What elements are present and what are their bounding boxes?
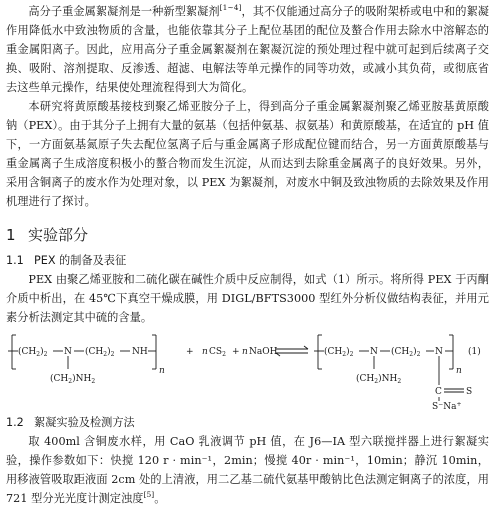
section-heading-1 bbox=[6, 225, 489, 245]
plus-sign-1: + bbox=[186, 347, 194, 357]
equation-number: (1) bbox=[468, 347, 481, 357]
side-chain-1: $(CH_2)NH_2$ bbox=[50, 374, 96, 385]
intro-paragraph-1 bbox=[6, 2, 489, 97]
repeat-n-1: n bbox=[159, 366, 165, 376]
subsection-1-2-text: 取 400ml 含铜废水样，用 CaO 乳液调节 pH 值，在 J6—IA 型六联搅拌器上进行絮凝实验，操作参数如下：快搅 120 r · min⁻¹，2min；慢搅 40r · min⁻¹，10min；静沉 10min，用移液管吸取距液面 2cm 处的上清液，用二乙基二硫代氨基甲酸钠比色法测定铜离子的浓度，用 721 型分光光度计测定浊度 bbox=[6, 435, 489, 505]
naoh-coefficient: n bbox=[242, 347, 248, 357]
nitrogen-atom: N bbox=[64, 347, 72, 357]
sodium-thiolate: S−Na+ bbox=[432, 401, 462, 411]
nitrogen-atom: N bbox=[370, 347, 378, 357]
citation-ref: [5] bbox=[143, 490, 155, 499]
nh-group: NH bbox=[132, 347, 148, 357]
subsection-1-1-paragraph: PEX 由聚乙烯亚胺和二硫化碳在碱性介质中反应制得，如式（1）所示。将所得 PEX 于丙酮介质中析出，在 45℃下真空干燥成膜，用 DIGL/BFTS3000 型红外分析仪做结构表征，并用元素分析法测定其中硫的含量。 bbox=[6, 273, 489, 324]
plus-sign-2: + bbox=[232, 347, 240, 357]
section-number: 1 bbox=[6, 226, 16, 244]
intro-text-b: ，其不仅能通过高分子的吸附架桥或电中和的絮凝作用降低水中致浊物质的含量，也能依靠其分子上配位基团的配位及螯合作用去除水中溶解态的重金属阳离子。因此，应用高分子重金属絮凝剂在絮凝沉淀的预处理过程中就可起到后续离子交换、吸附、溶剂提取、反渗透、超滤、电解法等单元操作的同等功效，或减小其负荷，或彻底省去这些单元操作，结果使处理流程得到大为简化。 bbox=[6, 5, 489, 94]
side-chain-2: $(CH_2)NH_2$ bbox=[356, 374, 402, 385]
ch2-group-2: $(CH_2)_2$ bbox=[85, 347, 115, 358]
sentence-end: 。 bbox=[154, 492, 166, 505]
carbon-atom: C bbox=[435, 387, 442, 397]
subsection-heading-1-1 bbox=[6, 251, 489, 270]
cs2-reagent: $CS_2$ bbox=[209, 347, 226, 358]
reaction-equation bbox=[6, 329, 489, 411]
subsection-title: PEX 的制备及表征 bbox=[34, 254, 127, 267]
section-title: 实验部分 bbox=[28, 226, 89, 244]
subsection-1-2-paragraph bbox=[6, 432, 489, 508]
paper-page bbox=[6, 2, 489, 508]
subsection-heading-1-2 bbox=[6, 413, 489, 432]
intro-text-a: 高分子重金属絮凝剂是一种新型絮凝剂 bbox=[28, 5, 220, 18]
ch2-group-1: $(CH_2)_2$ bbox=[18, 347, 48, 358]
ch2-group-4: $(CH_2)_2$ bbox=[391, 347, 421, 358]
ch2-group-3: $(CH_2)_2$ bbox=[324, 347, 354, 358]
citation-ref: [1~4] bbox=[219, 3, 242, 12]
nitrogen-atom: N bbox=[435, 347, 443, 357]
subsection-title: 絮凝实验及检测方法 bbox=[34, 416, 135, 429]
repeat-n-2: n bbox=[456, 366, 462, 376]
sulfur-atom: S bbox=[466, 387, 473, 397]
intro-paragraph-2: 本研究将黄原酸基接枝到聚乙烯亚胺分子上，得到高分子重金属絮凝剂聚乙烯亚胺基黄原酸钠（PEX）。由于其分子上拥有大量的氨基（包括仲氨基、叔氨基）和黄原酸基，在适宜的 pH 值下，一方面氨基氮原子失去配位氢离子后与重金属离子形成配位键而结合，另一方面黄原酸基与重金属离子生成溶度积极小的螯合物而发生沉淀，从而达到去除重金属离子的良好效果。另外，采用含铜离子的废水作为处理对象，以 PEX 为絮凝剂，对废水中铜及致浊物质的去除效果及作用机理进行了探讨。 bbox=[6, 100, 489, 208]
subsection-number: 1.1 bbox=[6, 254, 24, 267]
naoh-reagent: NaOH bbox=[249, 347, 278, 357]
cs2-coefficient: n bbox=[202, 347, 208, 357]
subsection-number: 1.2 bbox=[6, 416, 24, 429]
arrow-head bbox=[304, 346, 308, 349]
reaction-equation-svg bbox=[6, 329, 489, 411]
